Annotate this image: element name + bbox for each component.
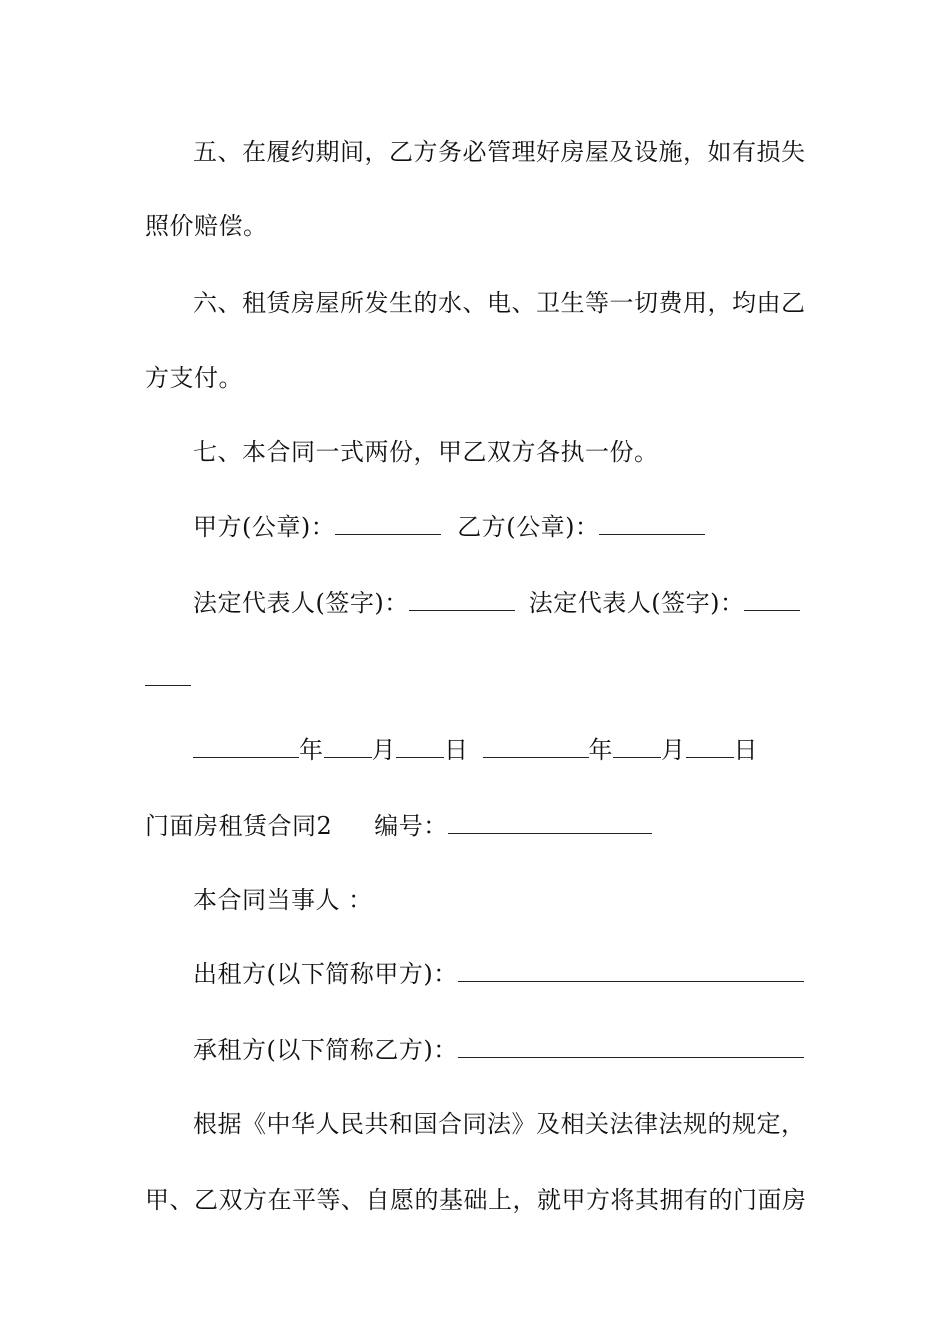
basis-line-1: 根据《中华人民共和国合同法》及相关法律法规的规定， xyxy=(193,1110,806,1138)
clause-6-line-2: 方支付。 xyxy=(145,364,243,392)
representative-row-wrap xyxy=(145,662,805,694)
rep-b-signature-blank-continued xyxy=(145,663,191,686)
date-a-month-blank xyxy=(324,735,372,758)
rep-b-label: 法定代表人(签字)： xyxy=(528,589,745,617)
party-a-seal-blank xyxy=(335,512,441,535)
date-a-year-blank xyxy=(193,735,299,758)
contract-2-title: 门面房租赁合同2 xyxy=(145,812,333,840)
date-row xyxy=(193,734,805,766)
date-b-year-label: 年 xyxy=(588,736,613,764)
date-b-day-label: 日 xyxy=(733,736,758,764)
representative-row xyxy=(193,587,805,619)
rep-a-label: 法定代表人(签字)： xyxy=(193,589,409,617)
basis-line-2: 甲、乙双方在平等、自愿的基础上，就甲方将其拥有的门面房 xyxy=(145,1186,807,1214)
clause-7: 七、本合同一式两份，甲乙双方各执一份。 xyxy=(193,438,659,466)
party-b-seal-label: 乙方(公章)： xyxy=(457,513,600,541)
lessee-blank xyxy=(458,1035,804,1058)
parties-heading: 本合同当事人 ： xyxy=(193,886,373,914)
party-b-seal-blank xyxy=(599,512,705,535)
date-a-day-label: 日 xyxy=(444,736,469,764)
contract-number-label: 编号： xyxy=(374,812,448,840)
rep-b-signature-blank xyxy=(744,588,800,611)
date-a-month-label: 月 xyxy=(371,736,396,764)
contract-2-header xyxy=(145,810,805,842)
date-b-month-label: 月 xyxy=(661,736,686,764)
lessor-label: 出租方(以下简称甲方)： xyxy=(193,960,458,988)
date-b-day-blank xyxy=(686,735,734,758)
clause-6-line-1: 六、租赁房屋所发生的水、电、卫生等一切费用，均由乙 xyxy=(193,289,806,317)
contract-number-blank xyxy=(448,811,652,834)
lessee-row xyxy=(193,1034,805,1066)
party-a-seal-label: 甲方(公章)： xyxy=(193,513,336,541)
lessor-row xyxy=(193,958,805,990)
lessor-blank xyxy=(458,959,804,982)
rep-a-signature-blank xyxy=(409,588,515,611)
seal-row xyxy=(193,511,805,543)
date-a-year-label: 年 xyxy=(299,736,324,764)
date-b-year-blank xyxy=(483,735,589,758)
clause-5-line-1: 五、在履约期间，乙方务必管理好房屋及设施，如有损失 xyxy=(193,138,806,166)
date-b-month-blank xyxy=(613,735,661,758)
date-a-day-blank xyxy=(396,735,444,758)
lessee-label: 承租方(以下简称乙方)： xyxy=(193,1036,458,1064)
clause-5-line-2: 照价赔偿。 xyxy=(145,212,268,240)
